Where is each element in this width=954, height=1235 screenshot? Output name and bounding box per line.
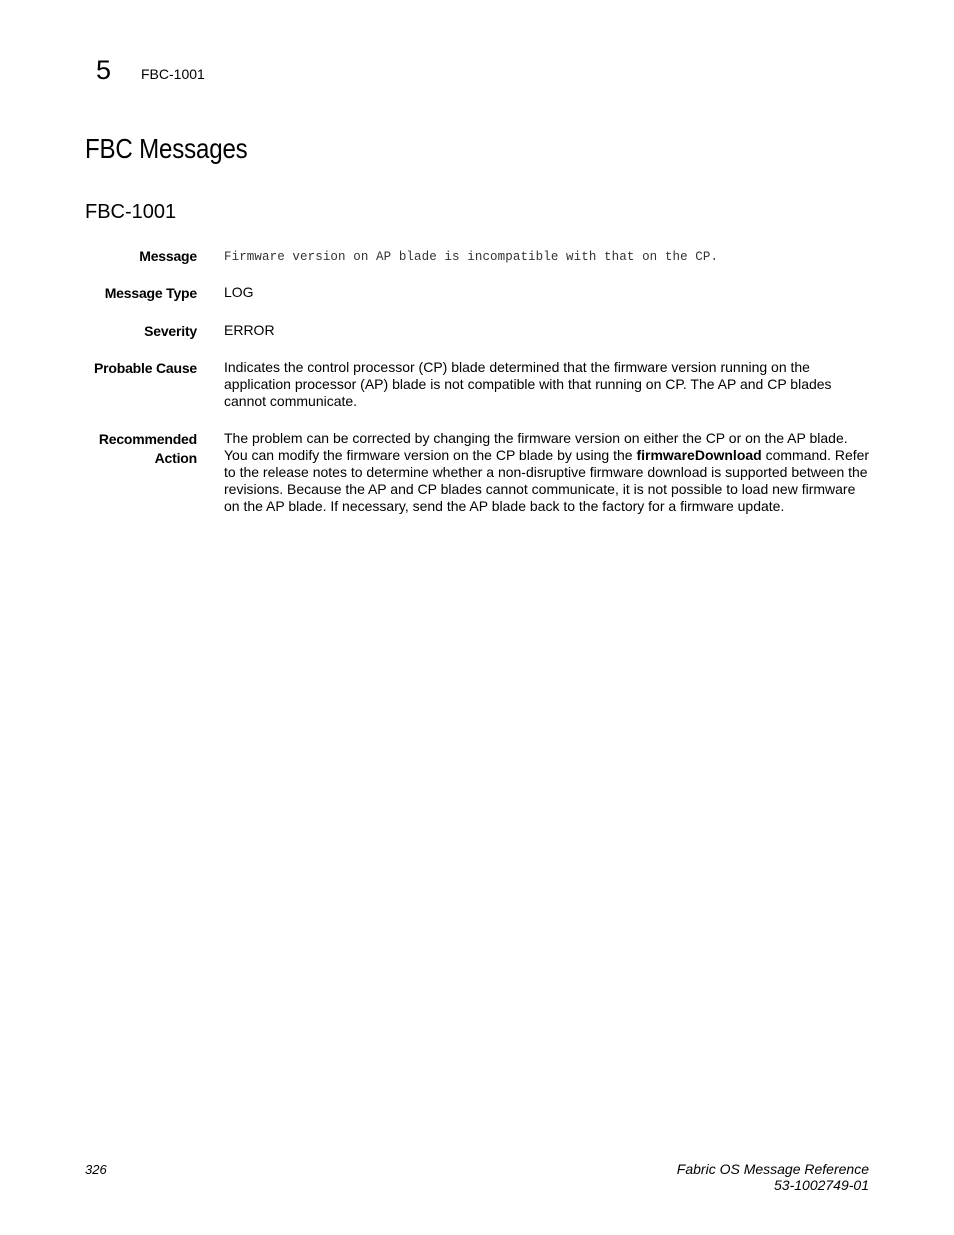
message-type-label: Message Type [104,285,197,301]
severity-label: Severity [144,323,197,339]
message-id-heading: FBC-1001 [85,201,177,223]
recommended-action-value [224,430,874,515]
doc-title: Fabric OS Message Reference [676,1161,869,1177]
recommended-action-label-line2: Action [154,450,197,466]
recommended-action-text-1: The problem can be corrected by changing the firmware version on either the CP or on the AP blade. You can modify the firmware version on the CP blade by using the [224,430,848,463]
recommended-action-label [17,430,197,468]
message-value: Firmware version on AP blade is incompatible with that on the CP. [224,250,719,264]
firmware-download-command: firmwareDownload [636,447,762,463]
running-head: FBC-1001 [141,66,205,82]
page-number: 326 [85,1162,107,1177]
message-type-value: LOG [224,284,254,300]
footer-doc-info [677,1161,869,1193]
chapter-number: 5 [96,55,112,85]
severity-value: ERROR [224,322,275,338]
recommended-action-text-2: command. Refer to the release notes to determine whether a non-disruptive firmware download is supported between the revisions. Because the AP and CP blades cannot communicate, it is not possible to load new firmware on the AP blade. If necessary, send the AP blade back to the factory for a firmware update. [224,447,870,514]
recommended-action-label-line1: Recommended [98,431,197,447]
doc-number: 53-1002749-01 [774,1177,869,1193]
section-title: FBC Messages [85,133,248,164]
message-label: Message [139,248,197,264]
probable-cause-value: Indicates the control processor (CP) blade determined that the firmware version running on the application processor (AP) blade is not compatible with that running on CP. The AP and CP blades cannot communicate. [224,359,832,409]
probable-cause-label: Probable Cause [93,360,197,376]
